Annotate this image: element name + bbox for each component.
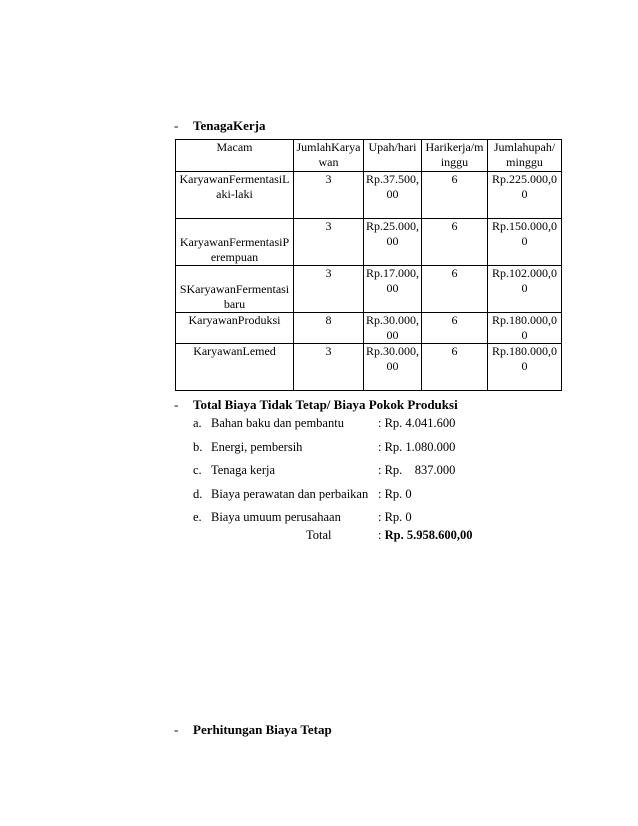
table-row: [176, 313, 562, 344]
table-header-row: [176, 140, 562, 172]
cell-macam: SKaryawanFermentasibaru: [176, 266, 294, 313]
total-row: [193, 528, 523, 546]
cell-macam: KaryawanFermentasiPerempuan: [176, 219, 294, 266]
item-letter: c.: [193, 463, 202, 477]
header-upah-hari: Upah/hari: [364, 140, 422, 172]
cost-list: [193, 416, 513, 534]
cell-hari: 6: [422, 313, 488, 344]
total-value-wrap: [378, 528, 472, 543]
header-jumlah-karyawan: JumlahKaryawan: [294, 140, 364, 172]
table-row: [176, 172, 562, 219]
item-value: : Rp. 0: [378, 486, 412, 501]
item-letter: b.: [193, 439, 203, 454]
item-label: Energi, pembersih: [211, 439, 303, 454]
section-title-tenaga-kerja: TenagaKerja: [193, 118, 266, 133]
cell-macam: KaryawanProduksi: [176, 313, 294, 344]
list-item: [193, 487, 513, 511]
cell-total: Rp.180.000,00: [488, 313, 562, 344]
item-letter: d.: [193, 486, 203, 501]
total-prefix: :: [378, 528, 385, 542]
cell-jumlah: 3: [294, 266, 364, 313]
list-item: [193, 440, 513, 464]
item-label: Tenaga kerja: [211, 463, 276, 477]
cell-hari: 6: [422, 172, 488, 219]
cell-hari: 6: [422, 344, 488, 391]
item-value: : Rp. 0: [378, 510, 412, 524]
cell-hari: 6: [422, 266, 488, 313]
item-label: Biaya umuum perusahaan: [211, 510, 341, 524]
cell-jumlah: 3: [294, 172, 364, 219]
cell-total: Rp.180.000,00: [488, 344, 562, 391]
list-item: [193, 416, 513, 440]
item-value: : Rp. 837.000: [378, 463, 456, 477]
total-value: Rp. 5.958.600,00: [384, 528, 473, 542]
item-value: : Rp. 1.080.000: [378, 439, 456, 454]
cell-upah: Rp.30.000,00: [364, 344, 422, 391]
item-letter: e.: [193, 510, 202, 524]
bullet-dash: -: [174, 118, 179, 133]
cell-jumlah: 8: [294, 313, 364, 344]
table-row: [176, 344, 562, 391]
cell-total: Rp.225.000,00: [488, 172, 562, 219]
cell-upah: Rp.37.500,00: [364, 172, 422, 219]
bullet-dash: -: [174, 722, 179, 737]
cell-jumlah: 3: [294, 344, 364, 391]
header-hari-kerja: Harikerja/minggu: [422, 140, 488, 172]
cell-jumlah: 3: [294, 219, 364, 266]
item-label: Bahan baku dan pembantu: [211, 416, 344, 430]
total-label: Total: [306, 528, 332, 542]
labor-table: [175, 139, 562, 391]
section-title-biaya-tetap: Perhitungan Biaya Tetap: [193, 722, 332, 737]
cell-upah: Rp.30.000,00: [364, 313, 422, 344]
cell-total: Rp.150.000,00: [488, 219, 562, 266]
cell-upah: Rp.17.000,00: [364, 266, 422, 313]
cell-upah: Rp.25.000,00: [364, 219, 422, 266]
item-value: : Rp. 4.041.600: [378, 416, 456, 430]
table-row: [176, 266, 562, 313]
header-jumlah-upah: Jumlahupah/minggu: [488, 140, 562, 172]
table-row: [176, 219, 562, 266]
cell-macam: KaryawanFermentasiLaki-laki: [176, 172, 294, 219]
section-title-biaya-tidak-tetap: Total Biaya Tidak Tetap/ Biaya Pokok Produksi: [193, 397, 458, 412]
header-macam: Macam: [176, 140, 294, 172]
list-item: [193, 463, 513, 487]
cell-hari: 6: [422, 219, 488, 266]
bullet-dash: -: [174, 397, 179, 412]
item-letter: a.: [193, 416, 202, 430]
cell-total: Rp.102.000,00: [488, 266, 562, 313]
cell-macam: KaryawanLemed: [176, 344, 294, 391]
item-label: Biaya perawatan dan perbaikan: [211, 486, 369, 501]
